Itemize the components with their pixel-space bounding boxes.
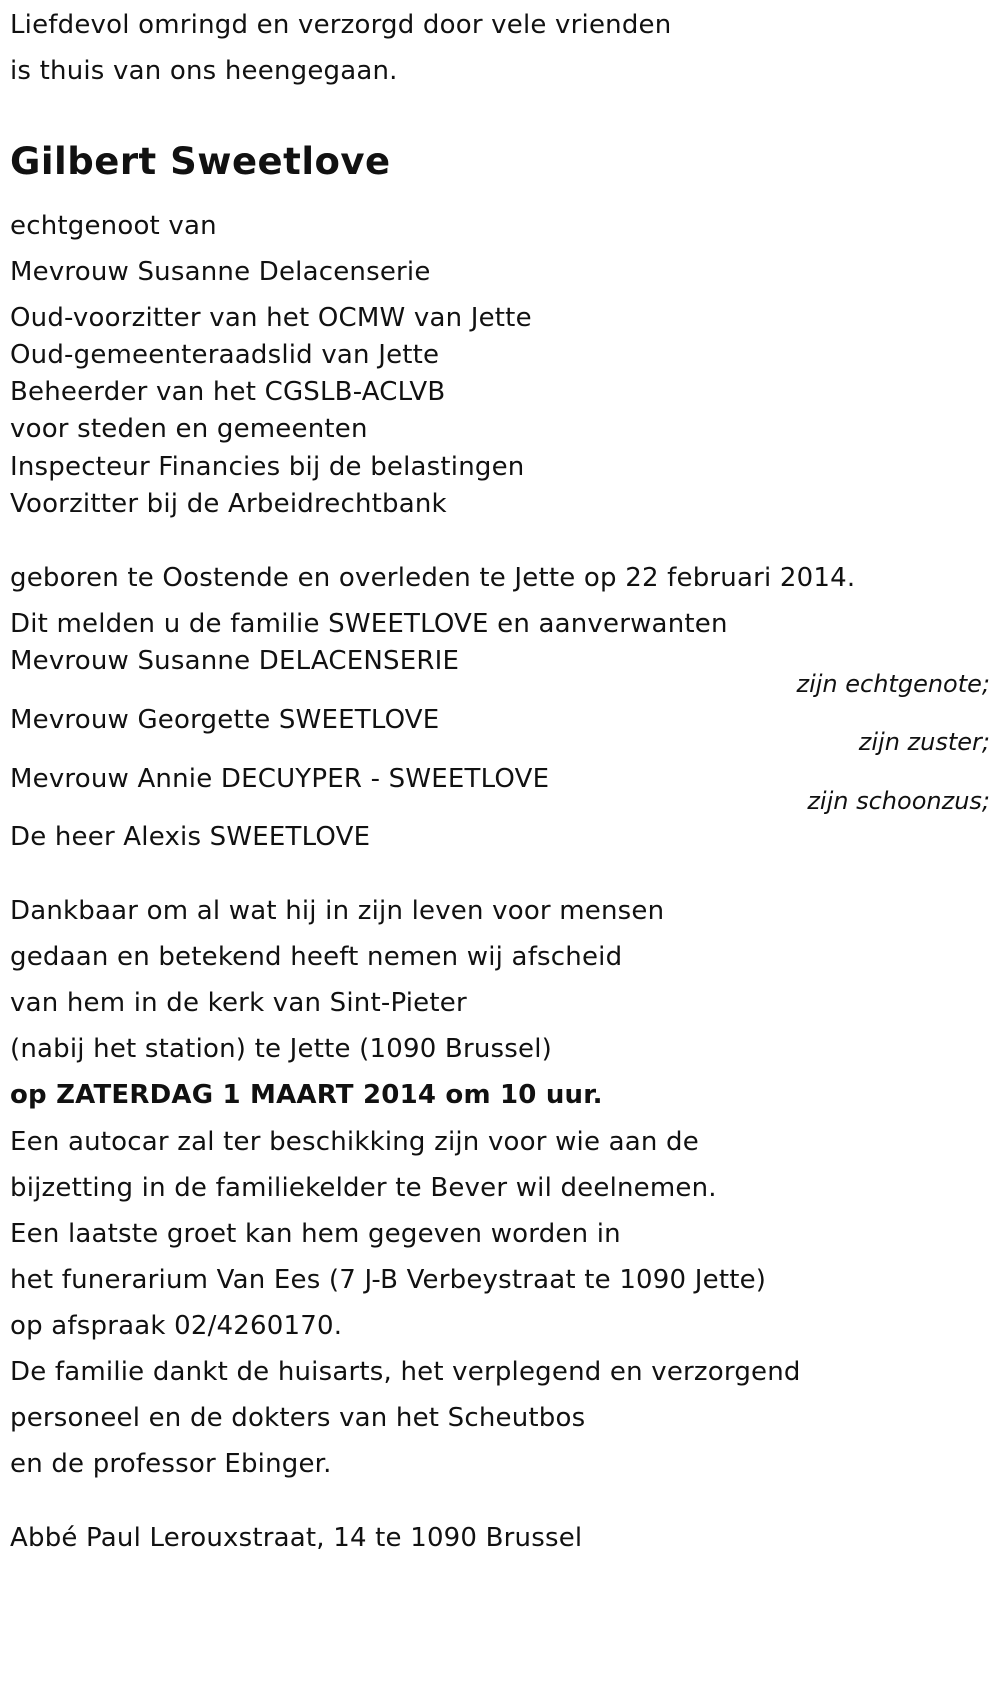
function-line: voor steden en gemeenten <box>10 414 368 444</box>
ceremony-line: van hem in de kerk van Sint-Pieter <box>10 988 467 1018</box>
family-member-name: Mevrouw Susanne DELACENSERIE <box>10 646 460 676</box>
spouse-intro: echtgenoot van <box>10 211 217 241</box>
family-member-name: Mevrouw Georgette SWEETLOVE <box>10 705 440 735</box>
spouse-name: Mevrouw Susanne Delacenserie <box>10 257 431 287</box>
ceremony-line: (nabij het station) te Jette (1090 Brussel) <box>10 1034 552 1064</box>
announcers-intro: Dit melden u de familie SWEETLOVE en aanverwanten <box>10 609 728 639</box>
family-member-relation: zijn echtgenote; <box>796 670 990 698</box>
details-line: Een autocar zal ter beschikking zijn voor wie aan de <box>10 1127 699 1157</box>
family-member-name: Mevrouw Annie DECUYPER - SWEETLOVE <box>10 764 550 794</box>
details-line: op afspraak 02/4260170. <box>10 1311 343 1341</box>
ceremony-date: op ZATERDAG 1 MAART 2014 om 10 uur. <box>10 1080 603 1110</box>
family-member-name: De heer Alexis SWEETLOVE <box>10 822 371 852</box>
details-line: personeel en de dokters van het Scheutbos <box>10 1403 586 1433</box>
family-member-relation: zijn zuster; <box>858 728 990 756</box>
function-line: Inspecteur Financies bij de belastingen <box>10 452 525 482</box>
family-member-relation: zijn schoonzus; <box>807 787 990 815</box>
function-line: Oud-voorzitter van het OCMW van Jette <box>10 303 532 333</box>
intro-line-1: Liefdevol omringd en verzorgd door vele vrienden <box>10 10 672 40</box>
deceased-name: Gilbert Sweetlove <box>10 140 391 183</box>
ceremony-line: Dankbaar om al wat hij in zijn leven voor mensen <box>10 896 665 926</box>
details-line: De familie dankt de huisarts, het verplegend en verzorgend <box>10 1357 801 1387</box>
details-line: het funerarium Van Ees (7 J-B Verbeystraat te 1090 Jette) <box>10 1265 767 1295</box>
address-line: Abbé Paul Lerouxstraat, 14 te 1090 Brussel <box>10 1523 583 1553</box>
ceremony-line: gedaan en betekend heeft nemen wij afscheid <box>10 942 623 972</box>
function-line: Beheerder van het CGSLB-ACLVB <box>10 377 446 407</box>
function-line: Oud-gemeenteraadslid van Jette <box>10 340 440 370</box>
details-line: en de professor Ebinger. <box>10 1449 332 1479</box>
intro-line-2: is thuis van ons heengegaan. <box>10 56 398 86</box>
details-line: Een laatste groet kan hem gegeven worden in <box>10 1219 621 1249</box>
details-line: bijzetting in de familiekelder te Bever wil deelnemen. <box>10 1173 717 1203</box>
birth-death-line: geboren te Oostende en overleden te Jette op 22 februari 2014. <box>10 563 856 593</box>
function-line: Voorzitter bij de Arbeidrechtbank <box>10 489 447 519</box>
